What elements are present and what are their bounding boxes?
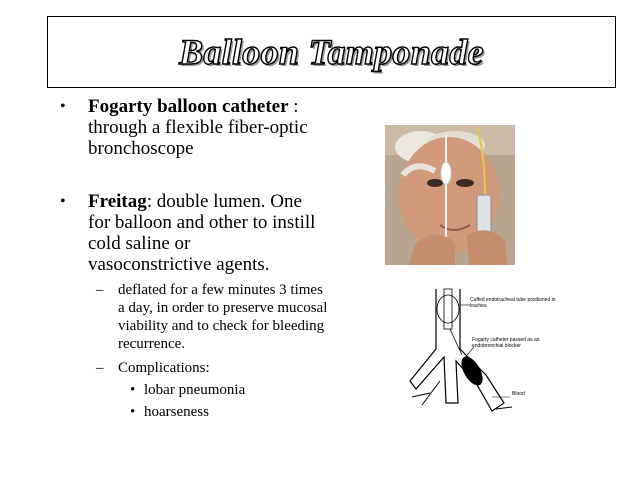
bullet-freitag [60, 191, 360, 275]
slide-title: Balloon Tamponade [179, 32, 484, 72]
airway-diagram [400, 285, 570, 445]
sub-sub-bullet-hoarseness [130, 403, 360, 421]
bullet-freitag-bold: Freitag [88, 191, 147, 212]
sub-sub-bullet-hoarseness-text: hoarseness [144, 404, 209, 420]
slide-content [60, 96, 360, 421]
bullet-freitag-text: : double lumen. One for balloon and other to instill cold saline or vasoconstrictive agents. [88, 191, 316, 275]
dash-marker: – [96, 360, 104, 376]
bullet-fogarty [60, 96, 360, 159]
sub-sub-bullet-pneumonia-text: lobar pneumonia [144, 382, 246, 398]
bullet-marker: • [130, 382, 136, 398]
dash-marker: – [96, 282, 104, 298]
bullet-marker: • [130, 404, 136, 420]
sub-bullet-deflated-text: deflated for a few minutes 3 times a day, in order to preserve mucosal viability and to check for bleeding recurrence. [118, 282, 328, 352]
bullet-fogarty-bold: Fogarty balloon catheter [88, 96, 289, 117]
label-fogarty-catheter: Fogarty catheter passed as an endobronchial blocker [472, 337, 540, 349]
bullet-marker: • [60, 193, 66, 210]
title-box [47, 16, 616, 88]
sub-bullet-deflated [96, 281, 360, 353]
bullet-fogarty-text: : through a flexible fiber-optic bronchoscope [88, 96, 308, 159]
sub-sub-bullet-pneumonia [130, 381, 360, 399]
catheter-photo [385, 125, 515, 265]
label-blood: Blood [512, 391, 525, 397]
sub-bullet-complications [96, 359, 360, 377]
label-endotracheal-tube: Cuffed endotracheal tube positioned in trachea [470, 297, 556, 309]
sub-bullet-complications-text: Complications: [118, 360, 210, 376]
bullet-marker: • [60, 98, 66, 115]
